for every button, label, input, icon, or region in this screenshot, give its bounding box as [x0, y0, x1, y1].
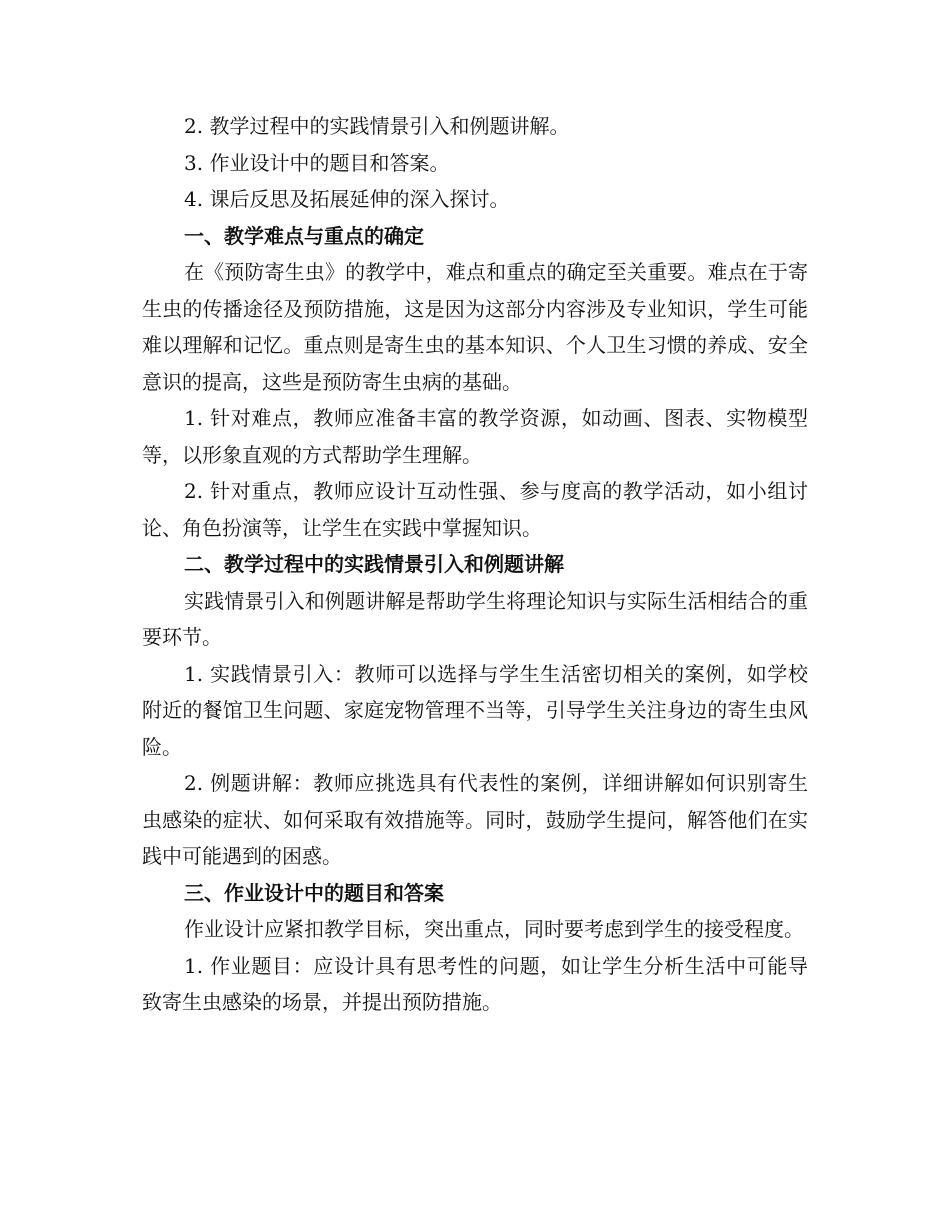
- paragraph-4: 实践情景引入和例题讲解是帮助学生将理论知识与实际生活相结合的重要环节。: [142, 588, 808, 649]
- document-page: [142, 108, 808, 1021]
- paragraph-7: 作业设计应紧扣教学目标，突出重点，同时要考虑到学生的接受程度。: [184, 917, 804, 941]
- section-heading-3: 三、作业设计中的题目和答案: [184, 880, 444, 905]
- list-item-3: 3. 作业设计中的题目和答案。: [184, 150, 450, 175]
- paragraph-5: 1. 实践情景引入：教师可以选择与学生生活密切相关的案例，如学校附近的餐馆卫生问题、家庭宠物管理不当等，引导学生关注身边的寄生虫风险。: [142, 661, 808, 759]
- list-item-2: 2. 教学过程中的实践情景引入和例题讲解。: [184, 114, 570, 138]
- section-heading-1: 一、教学难点与重点的确定: [184, 223, 424, 248]
- list-item-4: 4. 课后反思及拓展延伸的深入探讨。: [184, 187, 510, 211]
- paragraph-2: 1. 针对难点，教师应准备丰富的教学资源，如动画、图表、实物模型等，以形象直观的方式帮助学生理解。: [142, 406, 808, 467]
- paragraph-1: 在《预防寄生虫》的教学中，难点和重点的确定至关重要。难点在于寄生虫的传播途径及预防措施，这是因为这部分内容涉及专业知识，学生可能难以理解和记忆。重点则是寄生虫的基本知识、个人卫生习惯的养成、安全意识的提高，这些是预防寄生虫病的基础。: [142, 260, 808, 394]
- section-heading-2: 二、教学过程中的实践情景引入和例题讲解: [184, 552, 564, 576]
- paragraph-3: 2. 针对重点，教师应设计互动性强、参与度高的教学活动，如小组讨论、角色扮演等，让学生在实践中掌握知识。: [142, 479, 808, 540]
- paragraph-6: 2. 例题讲解：教师应挑选具有代表性的案例，详细讲解如何识别寄生虫感染的症状、如何采取有效措施等。同时，鼓励学生提问，解答他们在实践中可能遇到的困惑。: [142, 771, 808, 868]
- paragraph-8: 1. 作业题目：应设计具有思考性的问题，如让学生分析生活中可能导致寄生虫感染的场景，并提出预防措施。: [142, 953, 808, 1014]
